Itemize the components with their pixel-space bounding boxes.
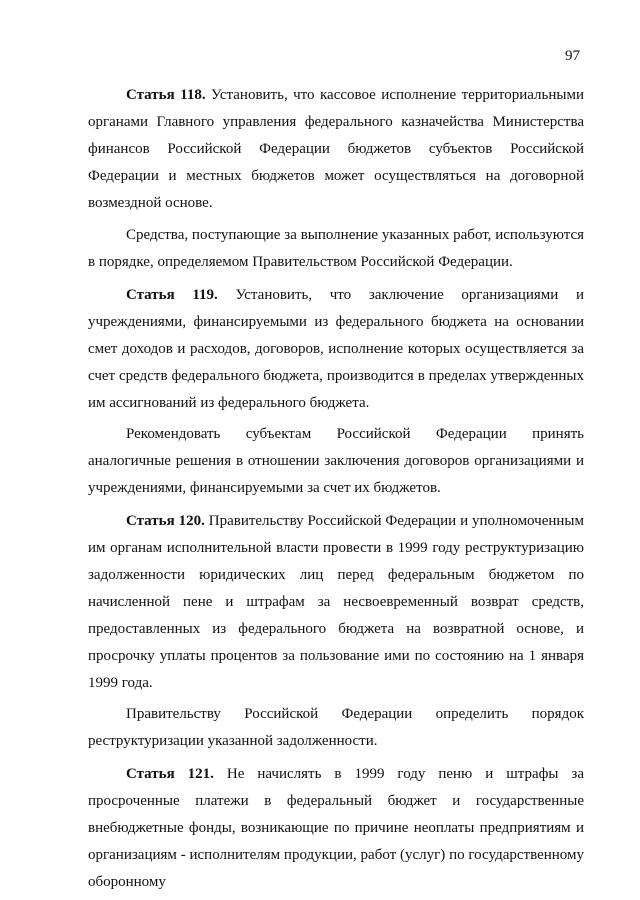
article-120-paragraph: [88, 508, 584, 697]
article-121-paragraph: [88, 761, 584, 896]
article-121-label: Статья 121.: [126, 766, 214, 782]
article-120-label: Статья 120.: [126, 513, 205, 529]
page-number: 97: [565, 48, 580, 64]
article-119-paragraph: [88, 282, 584, 417]
document-body: [88, 82, 584, 896]
article-119-recommendation-text: Рекомендовать субъектам Российской Федерации принять аналогичные решения в отношении заключения договоров организациями и учреждениями, финансируемыми за счет их бюджетов.: [88, 426, 584, 496]
article-118-funds-text: Средства, поступающие за выполнение указанных работ, используются в порядке, определяемом Правительством Российской Федерации.: [88, 227, 584, 270]
article-119-label: Статья 119.: [126, 287, 218, 303]
article-119-recommendation-paragraph: [88, 421, 584, 502]
article-120-government-paragraph: [88, 701, 584, 755]
article-120-text: Правительству Российской Федерации и уполномоченным им органам исполнительной власти провести в 1999 году реструктуризацию задолженности юридических лиц перед федеральным бюджетом по начисленной пене и штрафам за несвоевременный возврат средств, предоставленных из федерального бюджета на возвратной основе, и просрочку уплаты процентов за пользование ими по состоянию на 1 января 1999 года.: [88, 513, 584, 691]
article-118-paragraph: [88, 82, 584, 217]
article-118-label: Статья 118.: [126, 87, 206, 103]
article-121-text: Не начислять в 1999 году пеню и штрафы за просроченные платежи в федеральный бюджет и государственные внебюджетные фонды, возникающие по причине неоплаты предприятиям и организациям - исполнителям продукции, работ (услуг) по государственному оборонному: [88, 766, 585, 890]
article-118-funds-paragraph: [88, 222, 584, 276]
article-119-text: Установить, что заключение организациями и учреждениями, финансируемыми из федерального бюджета на основании смет доходов и расходов, договоров, исполнение которых осуществляется за счет средств федерального бюджета, производится в пределах утвержденных им ассигнований из федерального бюджета.: [88, 287, 584, 411]
article-118-text: Установить, что кассовое исполнение территориальными органами Главного управления федерального казначейства Министерства финансов Российской Федерации бюджетов субъектов Российской Федерации и местных бюджетов может осуществляться на договорной возмездной основе.: [88, 87, 584, 211]
article-120-government-text: Правительству Российской Федерации определить порядок реструктуризации указанной задолженности.: [88, 706, 584, 749]
